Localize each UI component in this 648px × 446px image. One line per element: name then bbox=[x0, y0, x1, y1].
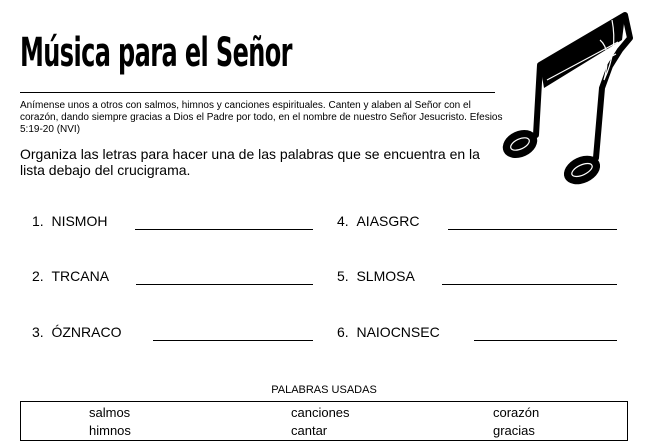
scrambled-word: AIASGRC bbox=[356, 213, 420, 229]
scrambled-word: NISMOH bbox=[51, 213, 108, 229]
item-number: 5. bbox=[337, 268, 349, 284]
answer-line-2 bbox=[136, 284, 313, 285]
puzzle-item-2 bbox=[32, 268, 109, 284]
puzzle-item-6 bbox=[337, 324, 440, 340]
word-bank-item: salmos bbox=[89, 405, 131, 420]
answer-line-5 bbox=[442, 284, 617, 285]
answer-line-6 bbox=[474, 340, 617, 341]
item-number: 4. bbox=[337, 213, 349, 229]
puzzle-item-3 bbox=[32, 324, 121, 340]
item-number: 6. bbox=[337, 324, 349, 340]
instructions: Organiza las letras para hacer una de las palabras que se encuentra en la lista debajo del crucigrama. bbox=[20, 146, 480, 178]
word-bank-item: himnos bbox=[89, 423, 131, 438]
title-divider bbox=[20, 92, 495, 93]
word-bank-item: corazón bbox=[493, 405, 540, 420]
bible-verse: Anímense unos a otros con salmos, himnos y canciones espirituales. Canten y alaben al Señor con el corazón, dando siempre gracias a Dios el Padre por todo, en el nombre de nuestro Señor Jesucristo. Efesios 5:19-20 (NVI) bbox=[20, 100, 503, 135]
music-note-icon bbox=[500, 10, 635, 195]
scrambled-word: ÓZNRACO bbox=[51, 324, 122, 340]
answer-line-1 bbox=[135, 229, 313, 230]
puzzle-item-5 bbox=[337, 268, 415, 284]
word-bank-title: PALABRAS USADAS bbox=[271, 384, 377, 396]
item-number: 3. bbox=[32, 324, 44, 340]
item-number: 1. bbox=[32, 213, 44, 229]
scrambled-word: TRCANA bbox=[51, 268, 110, 284]
scrambled-word: SLMOSA bbox=[356, 268, 415, 284]
word-bank bbox=[20, 401, 628, 441]
item-number: 2. bbox=[32, 268, 44, 284]
puzzle-item-4 bbox=[337, 213, 419, 229]
word-bank-item: canciones bbox=[291, 405, 350, 420]
page-title: Música para el Señor bbox=[20, 30, 292, 76]
puzzle-item-1 bbox=[32, 213, 107, 229]
scrambled-word: NAIOCNSEC bbox=[356, 324, 440, 340]
answer-line-4 bbox=[448, 229, 617, 230]
word-bank-item: gracias bbox=[493, 423, 535, 438]
word-bank-item: cantar bbox=[291, 423, 328, 438]
answer-line-3 bbox=[153, 340, 313, 341]
